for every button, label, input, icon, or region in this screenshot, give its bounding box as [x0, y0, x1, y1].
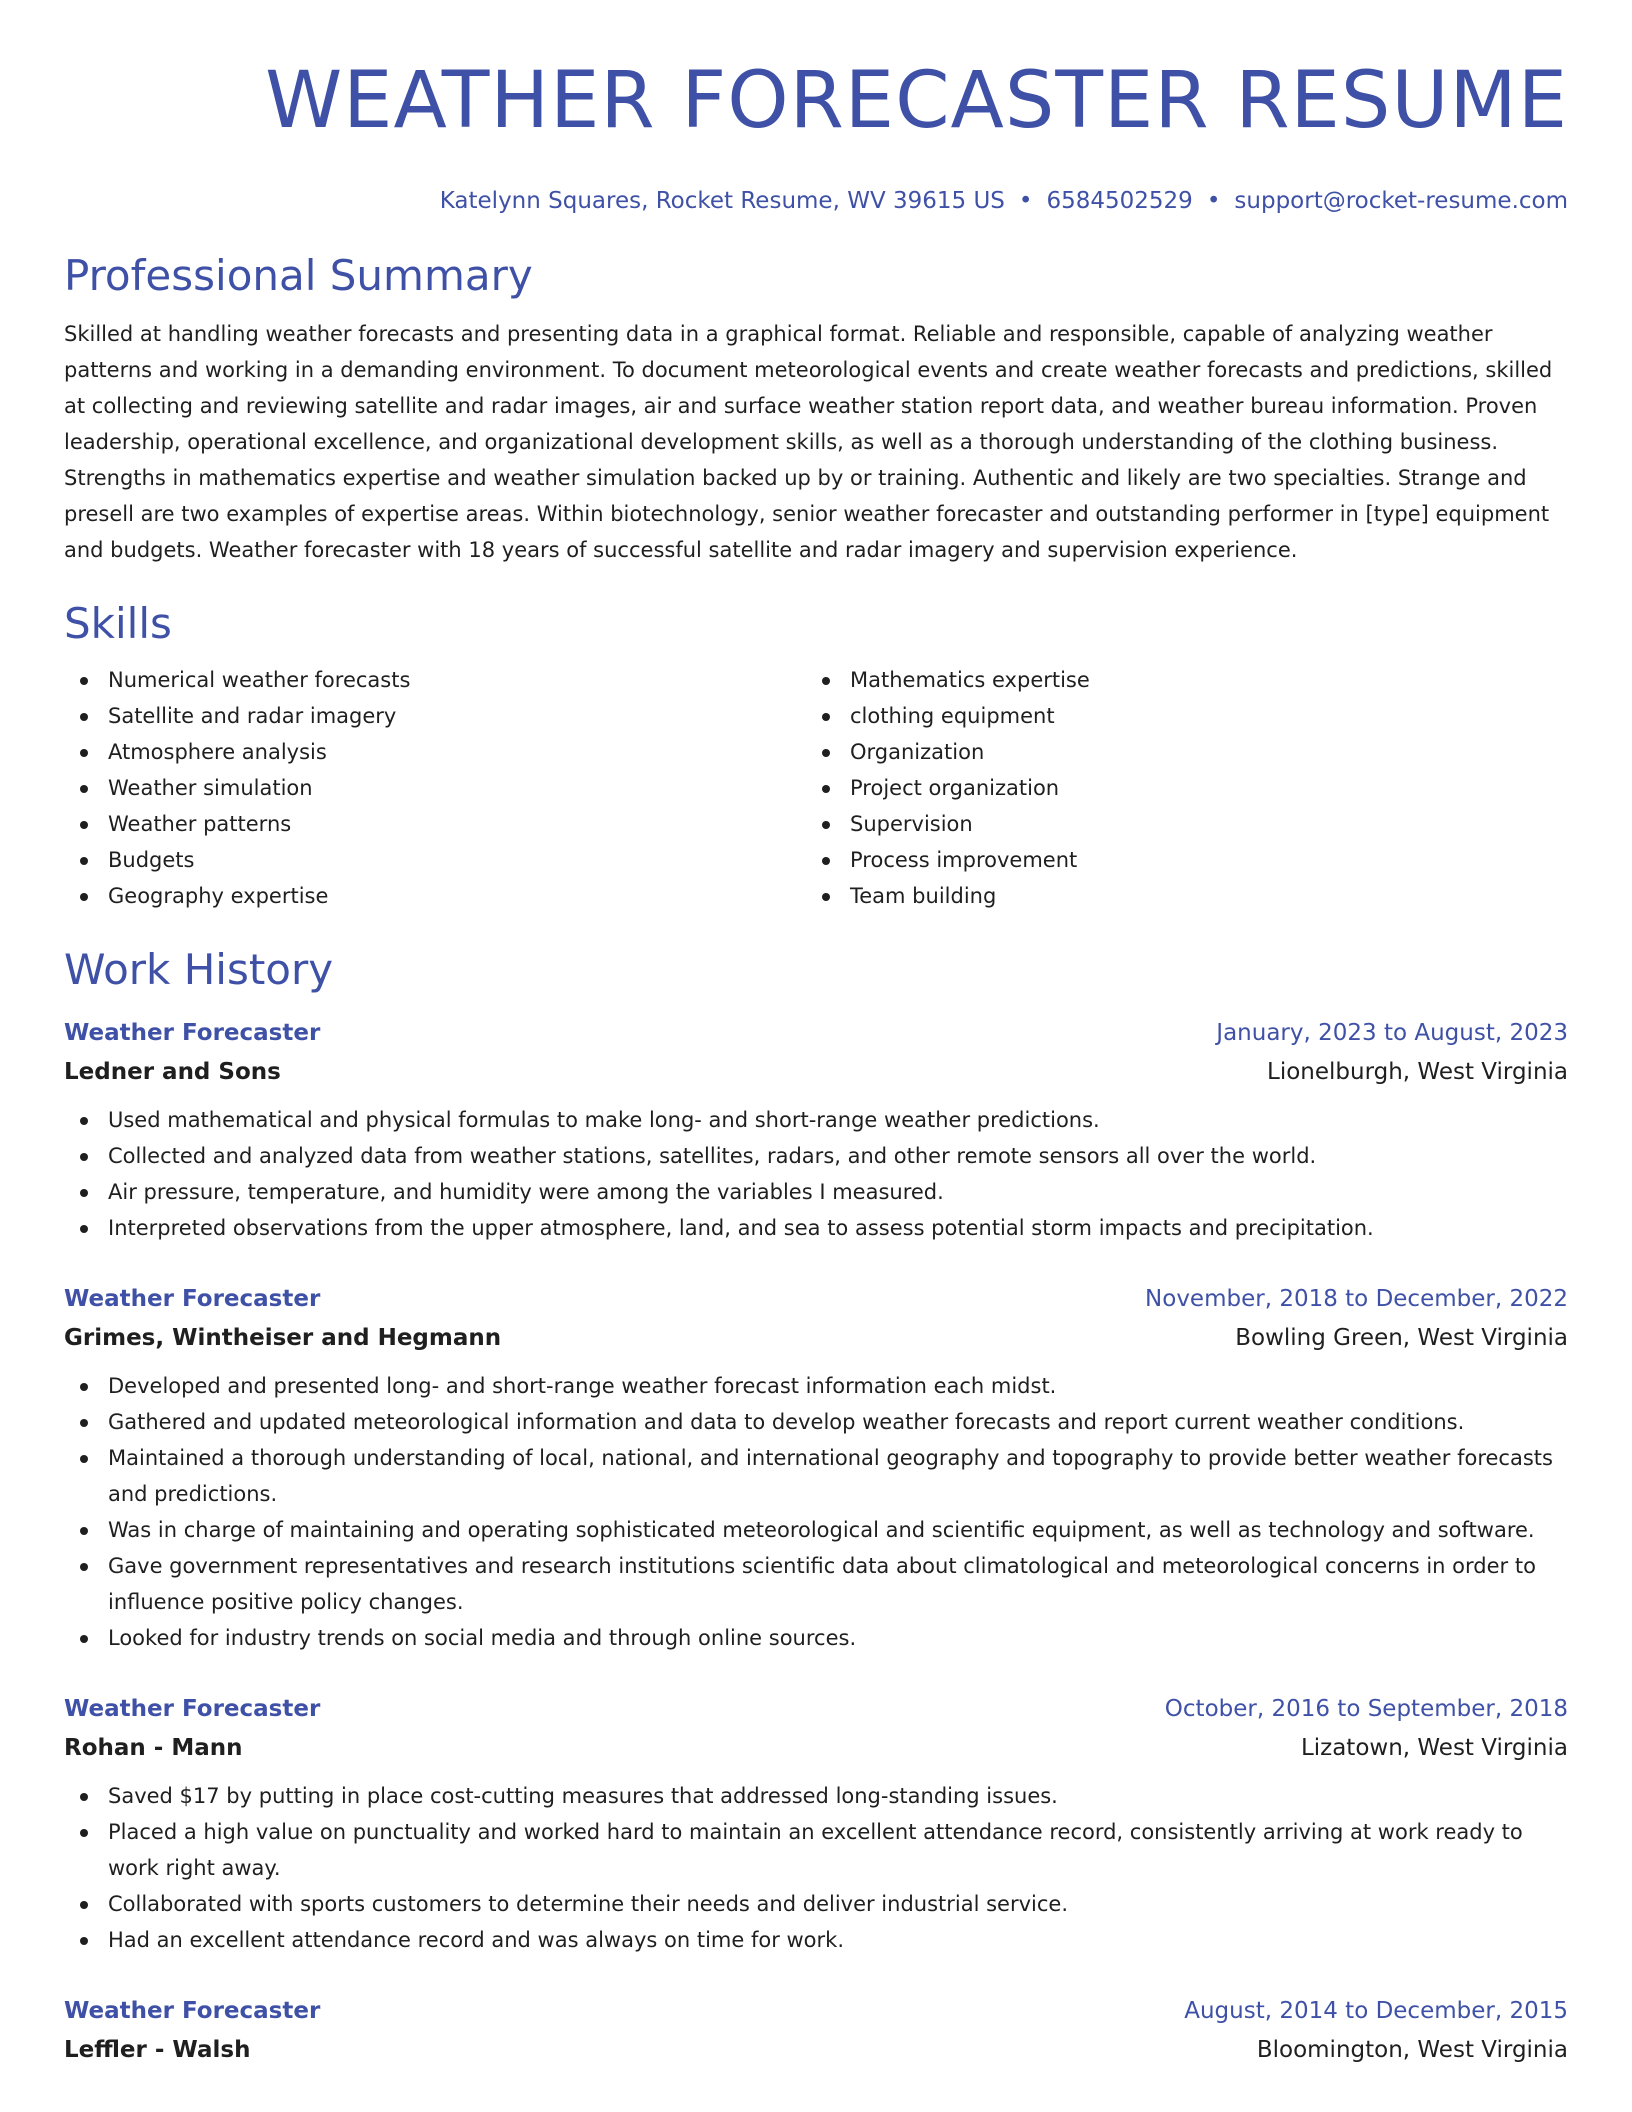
skill-item: Weather patterns [64, 806, 806, 842]
job-title: Weather Forecaster [64, 1020, 321, 1046]
job-company-row [64, 1728, 1568, 1768]
job-location: Bowling Green, West Virginia [1235, 1325, 1568, 1351]
job-duty: Air pressure, temperature, and humidity were among the variables I measured. [64, 1174, 1568, 1210]
job-company: Ledner and Sons [64, 1059, 281, 1085]
work-history-heading: Work History [64, 945, 334, 994]
contact-phone: 6584502529 [1046, 188, 1193, 214]
skill-item: Mathematics expertise [806, 662, 1548, 698]
resume-title: WEATHER FORECASTER RESUME [265, 56, 1568, 146]
skill-item: Process improvement [806, 842, 1548, 878]
job-entry [64, 1992, 1568, 2070]
summary-heading: Professional Summary [64, 251, 533, 300]
job-duty: Was in charge of maintaining and operating sophisticated meteorological and scientific equipment, as well as technology and software. [64, 1512, 1568, 1548]
job-duty: Gave government representatives and research institutions scientific data about climatological and meteorological concerns in order to influence positive policy changes. [64, 1548, 1568, 1620]
job-duty: Interpreted observations from the upper atmosphere, land, and sea to assess potential storm impacts and precipitation. [64, 1210, 1568, 1246]
skill-item: Geography expertise [64, 878, 806, 914]
job-dates: October, 2016 to September, 2018 [1164, 1696, 1568, 1722]
skill-item: Project organization [806, 770, 1548, 806]
job-entry [64, 1014, 1568, 1246]
skill-item: Organization [806, 734, 1548, 770]
contact-line [64, 186, 1568, 216]
skills-columns [64, 662, 1568, 914]
job-entry [64, 1280, 1568, 1656]
job-dates: November, 2018 to December, 2022 [1145, 1286, 1568, 1312]
job-title-row [64, 1690, 1568, 1728]
job-duties [64, 1778, 1568, 1958]
job-title: Weather Forecaster [64, 1998, 321, 2024]
skill-item: Atmosphere analysis [64, 734, 806, 770]
job-duty: Saved $17 by putting in place cost-cutting measures that addressed long-standing issues. [64, 1778, 1568, 1814]
job-duty: Looked for industry trends on social media and through online sources. [64, 1620, 1568, 1656]
job-duty: Collaborated with sports customers to determine their needs and deliver industrial service. [64, 1886, 1568, 1922]
job-duties [64, 1102, 1568, 1246]
skill-item: Supervision [806, 806, 1548, 842]
contact-separator: • [1018, 188, 1033, 214]
job-company: Rohan - Mann [64, 1735, 243, 1761]
job-location: Bloomington, West Virginia [1256, 2037, 1568, 2063]
job-duty: Gathered and updated meteorological information and data to develop weather forecasts and report current weather conditions. [64, 1404, 1568, 1440]
skill-item: Weather simulation [64, 770, 806, 806]
skills-list-left [64, 662, 806, 914]
job-duty: Placed a high value on punctuality and worked hard to maintain an excellent attendance record, consistently arriving at work ready to work right away. [64, 1814, 1568, 1886]
job-company: Grimes, Wintheiser and Hegmann [64, 1325, 502, 1351]
contact-separator: • [1206, 188, 1221, 214]
job-dates: August, 2014 to December, 2015 [1184, 1998, 1568, 2024]
job-location: Lionelburgh, West Virginia [1267, 1059, 1568, 1085]
job-duties [64, 1368, 1568, 1656]
job-company-row [64, 1318, 1568, 1358]
job-duty: Collected and analyzed data from weather stations, satellites, radars, and other remote sensors all over the world. [64, 1138, 1568, 1174]
job-duty: Had an excellent attendance record and was always on time for work. [64, 1922, 1568, 1958]
job-title-row [64, 1280, 1568, 1318]
job-company: Leffler - Walsh [64, 2037, 251, 2063]
skill-item: Team building [806, 878, 1548, 914]
skill-item: clothing equipment [806, 698, 1548, 734]
summary-section [64, 250, 1568, 568]
job-duty: Used mathematical and physical formulas to make long- and short-range weather predictions. [64, 1102, 1568, 1138]
job-location: Lizatown, West Virginia [1300, 1735, 1568, 1761]
skill-item: Numerical weather forecasts [64, 662, 806, 698]
skills-list-right [806, 662, 1548, 914]
summary-text: Skilled at handling weather forecasts and presenting data in a graphical format. Reliable and responsible, capable of analyzing weather patterns and working in a demanding environment. To document meteorological events and create weather forecasts and predictions, skilled at collecting and reviewing satellite and radar images, air and surface weather station report data, and weather bureau information. Proven leadership, operational excellence, and organizational development skills, as well as a thorough understanding of the clothing business. Strengths in mathematics expertise and weather simulation backed up by or training. Authentic and likely are two specialties. Strange and presell are two examples of expertise areas. Within biotechnology, senior weather forecaster and outstanding performer in [type] equipment and budgets. Weather forecaster with 18 years of successful satellite and radar imagery and supervision experience. [64, 322, 1553, 562]
job-title: Weather Forecaster [64, 1696, 321, 1722]
job-title-row [64, 1992, 1568, 2030]
resume-header [64, 0, 1568, 216]
skills-section [64, 598, 1568, 914]
job-entry [64, 1690, 1568, 1958]
job-company-row [64, 1052, 1568, 1092]
job-company-row [64, 2030, 1568, 2070]
skills-heading: Skills [64, 599, 172, 648]
job-duty: Developed and presented long- and short-range weather forecast information each midst. [64, 1368, 1568, 1404]
work-history-section [64, 944, 1568, 2070]
job-title: Weather Forecaster [64, 1286, 321, 1312]
skill-item: Budgets [64, 842, 806, 878]
contact-address: Katelynn Squares, Rocket Resume, WV 39615 US [439, 188, 1005, 214]
skill-item: Satellite and radar imagery [64, 698, 806, 734]
job-dates: January, 2023 to August, 2023 [1216, 1020, 1568, 1046]
job-duty: Maintained a thorough understanding of local, national, and international geography and topography to provide better weather forecasts and predictions. [64, 1440, 1568, 1512]
contact-email[interactable]: support@rocket-resume.com [1234, 188, 1568, 214]
job-title-row [64, 1014, 1568, 1052]
